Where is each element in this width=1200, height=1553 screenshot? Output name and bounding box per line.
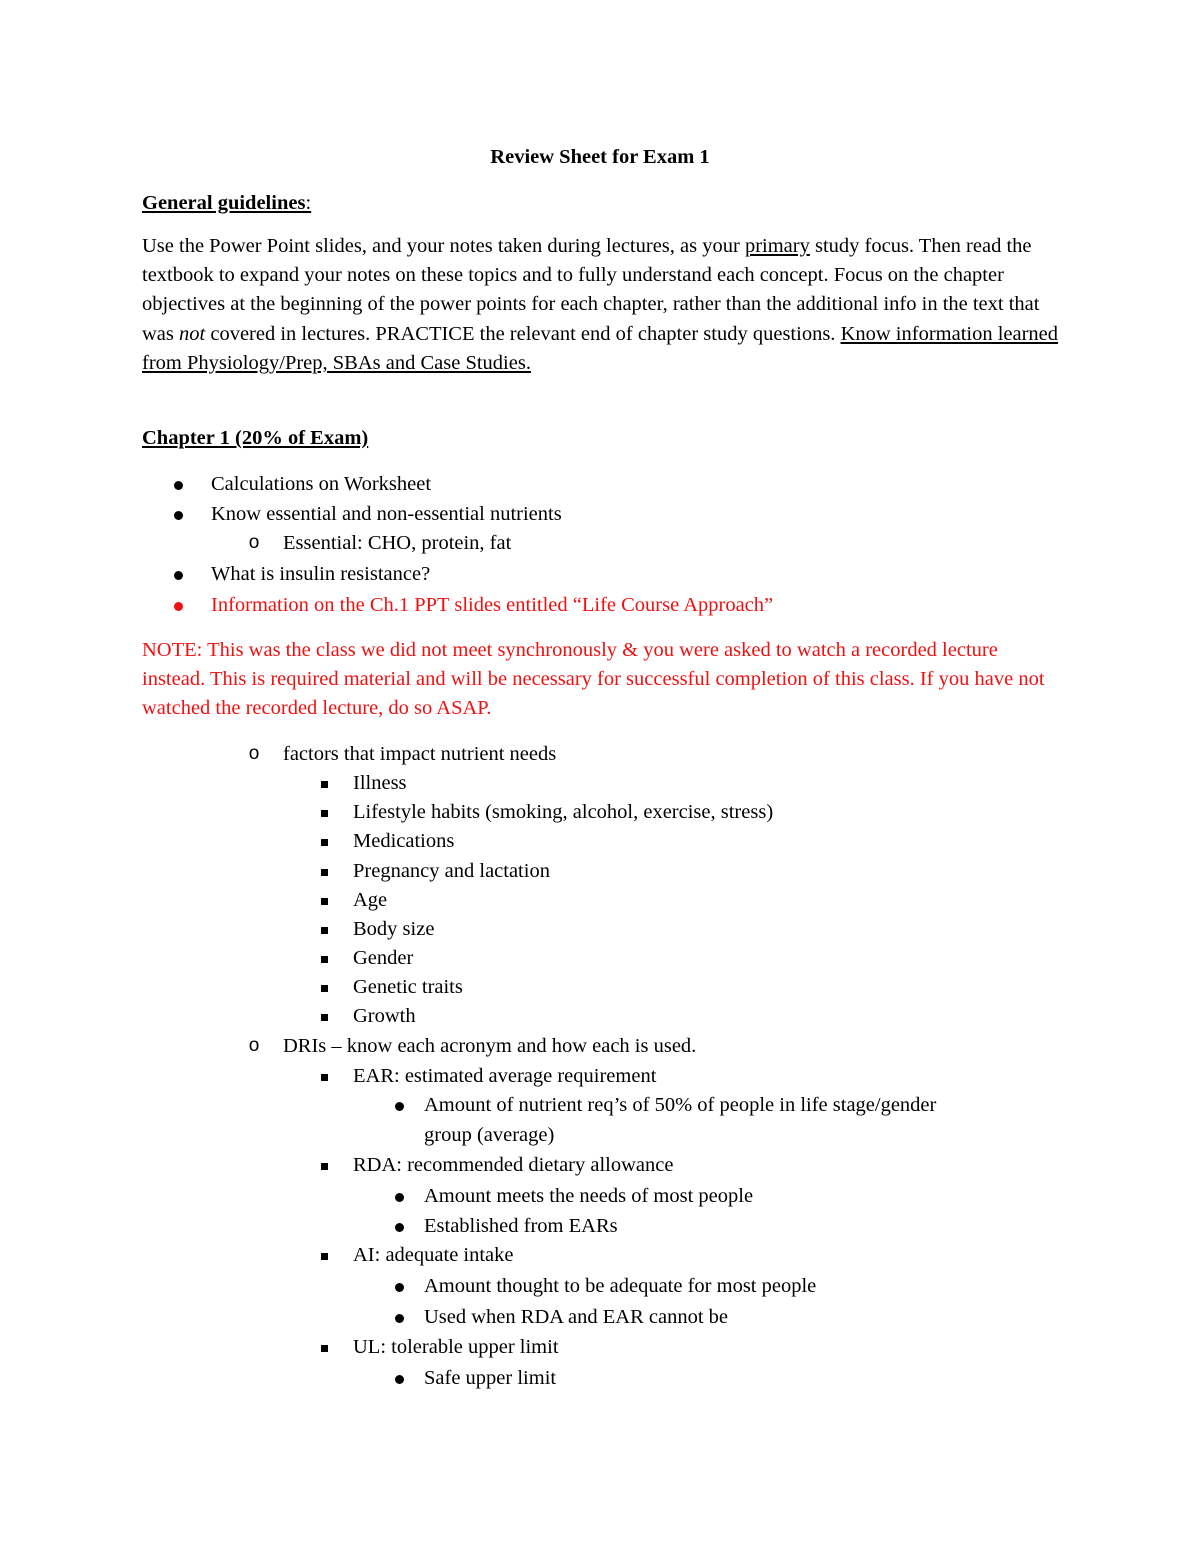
bullet-circle-icon: o: [248, 743, 260, 764]
bullet-square-icon: [314, 768, 334, 798]
chapter1-heading: Chapter 1 (20% of Exam): [142, 427, 369, 449]
guidelines-know: Know information learned from Physiology/Prep, SBAs and Case Studies.: [142, 322, 1059, 374]
list-item: Amount of nutrient req’s of 50% of people in life stage/gender: [424, 1094, 937, 1116]
bullet-square-icon: [314, 856, 334, 886]
list-item: Lifestyle habits (smoking, alcohol, exercise, stress): [353, 801, 774, 823]
list-item-continued: group (average): [424, 1124, 555, 1146]
list-item: Calculations on Worksheet: [211, 473, 432, 495]
list-item: EAR: estimated average requirement: [353, 1065, 657, 1087]
guidelines-primary: primary: [744, 235, 810, 257]
list-item: Used when RDA and EAR cannot be: [424, 1306, 729, 1328]
guidelines-paragraph: [142, 232, 1062, 378]
bullet-dot-icon: [389, 1090, 409, 1120]
list-item: Illness: [353, 772, 407, 794]
guidelines-colon: :: [305, 192, 312, 214]
bullet-circle-icon: o: [248, 1035, 260, 1056]
bullet-dot-icon: [389, 1302, 409, 1332]
bullet-square-icon: [314, 885, 334, 915]
guidelines-text-1: Use the Power Point slides, and your notes taken during lectures, as your: [142, 235, 745, 257]
bullet-dot-icon: [168, 499, 188, 529]
list-item: Body size: [353, 918, 435, 940]
guidelines-text-3: covered in lectures. PRACTICE the relevant end of chapter study questions.: [205, 322, 841, 345]
bullet-square-icon: [314, 972, 334, 1002]
list-item: Growth: [353, 1005, 416, 1027]
list-item: Information on the Ch.1 PPT slides entitled “Life Course Approach”: [211, 594, 774, 616]
bullet-square-icon: [314, 914, 334, 944]
list-item: Safe upper limit: [424, 1367, 557, 1389]
list-item: RDA: recommended dietary allowance: [353, 1154, 674, 1176]
bullet-dot-icon: [389, 1211, 409, 1241]
bullet-circle-icon: o: [248, 532, 260, 553]
list-item: Pregnancy and lactation: [353, 860, 550, 882]
bullet-square-icon: [314, 1240, 334, 1270]
bullet-dot-icon: [389, 1181, 409, 1211]
list-item: AI: adequate intake: [353, 1244, 514, 1266]
note-paragraph: NOTE: This was the class we did not meet synchronously & you were asked to watch a recorded lecture instead. This is required material and will be necessary for successful completion of this class. If you have not watched the recorded lecture, do so ASAP.: [142, 639, 1045, 720]
bullet-square-icon: [314, 1001, 334, 1031]
list-item: Amount thought to be adequate for most people: [424, 1275, 817, 1297]
list-item: Age: [353, 889, 388, 911]
list-item: Essential: CHO, protein, fat: [283, 532, 512, 554]
list-item: UL: tolerable upper limit: [353, 1336, 559, 1358]
list-item: Amount meets the needs of most people: [424, 1185, 754, 1207]
page-title: Review Sheet for Exam 1: [490, 146, 710, 168]
bullet-square-icon: [314, 797, 334, 827]
guidelines-heading: [142, 188, 311, 218]
guidelines-text-2: study focus. Then read the textbook to expand your notes on these topics and to fully understand each concept. Focus on the chapter objectives at the beginning of the power points for each chapter, rather than the additional info in the text that was: [142, 235, 1040, 345]
list-item: Gender: [353, 947, 414, 969]
list-item: Know essential and non-essential nutrients: [211, 503, 562, 525]
guidelines-not: not: [179, 322, 206, 345]
bullet-square-icon: [314, 1150, 334, 1180]
bullet-dot-icon: [389, 1363, 409, 1393]
bullet-dot-icon: [168, 469, 188, 499]
bullet-dot-icon: [168, 559, 188, 589]
list-item: What is insulin resistance?: [211, 563, 431, 585]
list-item: Established from EARs: [424, 1215, 618, 1237]
factors-label: factors that impact nutrient needs: [283, 743, 557, 765]
list-item: Genetic traits: [353, 976, 463, 998]
bullet-square-icon: [314, 826, 334, 856]
bullet-dot-red-icon: [168, 590, 188, 620]
guidelines-heading-text: General guidelines: [142, 192, 306, 214]
bullet-square-icon: [314, 1061, 334, 1091]
bullet-dot-icon: [389, 1271, 409, 1301]
bullet-square-icon: [314, 1332, 334, 1362]
bullet-square-icon: [314, 943, 334, 973]
dris-label: DRIs – know each acronym and how each is used.: [283, 1035, 697, 1057]
list-item: Medications: [353, 830, 455, 852]
